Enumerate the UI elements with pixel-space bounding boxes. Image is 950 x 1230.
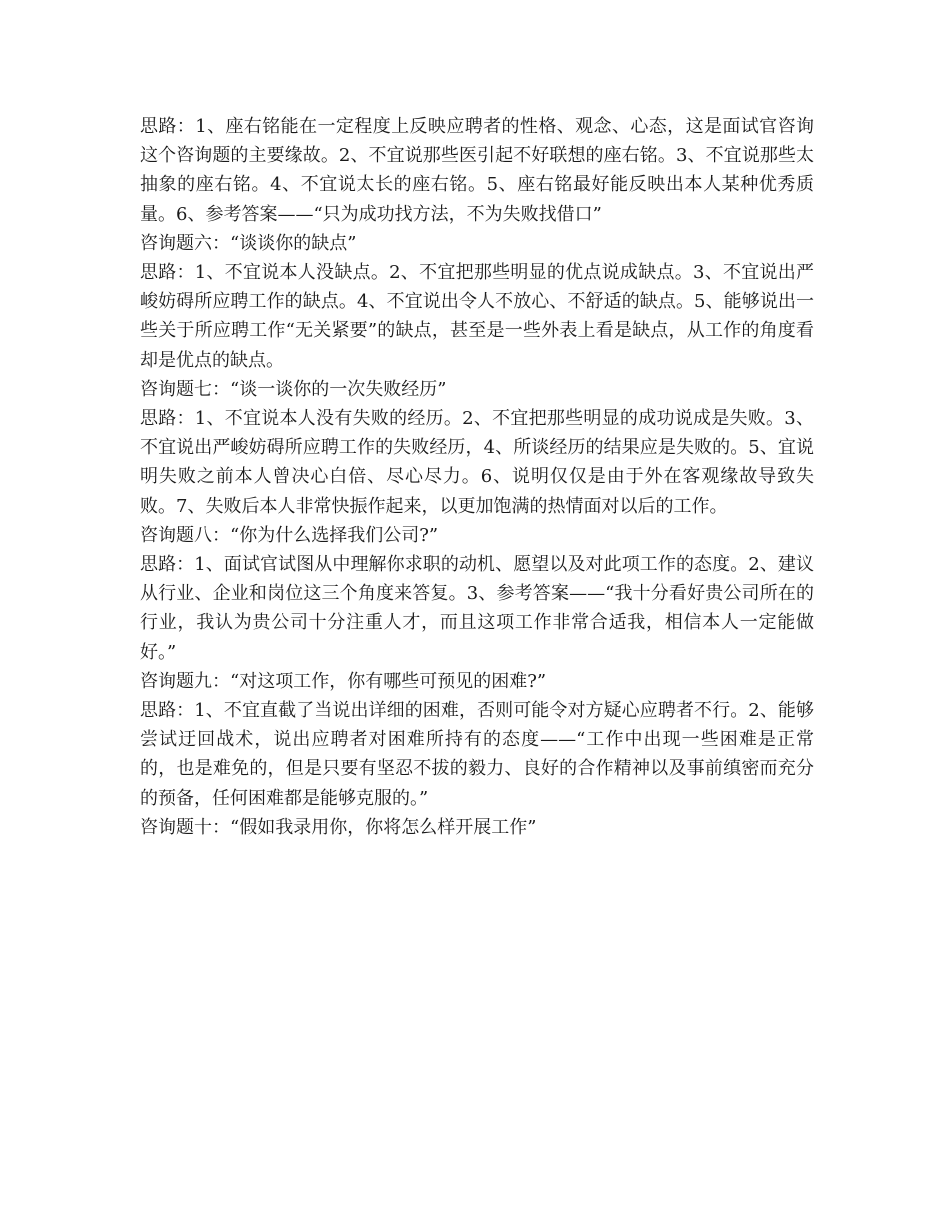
question-heading-8: 咨询题八：“你为什么选择我们公司?”: [140, 524, 439, 546]
question-heading-7: 咨询题七：“谈一谈你的一次失败经历”: [140, 378, 447, 400]
answer-paragraph-motto: 思路：1、座右铭能在一定程度上反映应聘者的性格、观念、心态，这是面试官咨询这个咨询题的主要缘故。2、不宜说那些医引起不好联想的座右铭。3、不宜说那些太抽象的座右铭。4、不宜说太长的座右铭。5、座右铭最好能反映出本人某种优秀质量。6、参考答案——“只为成功找方法，不为失败找借口”: [140, 116, 814, 225]
answer-paragraph-6: 思路：1、不宜说本人没缺点。2、不宜把那些明显的优点说成缺点。3、不宜说出严峻妨碍所应聘工作的缺点。4、不宜说出令人不放心、不舒适的缺点。5、能够说出一些关于所应聘工作“无关紧要”的缺点，甚至是一些外表上看是缺点，从工作的角度看却是优点的缺点。: [140, 262, 814, 371]
question-heading-9: 咨询题九：“对这项工作，你有哪些可预见的困难?”: [140, 670, 547, 692]
answer-paragraph-7: 思路：1、不宜说本人没有失败的经历。2、不宜把那些明显的成功说成是失败。3、不宜说出严峻妨碍所应聘工作的失败经历，4、所谈经历的结果应是失败的。5、宜说明失败之前本人曾决心白倍、尽心尽力。6、说明仅仅是由于外在客观缘故导致失败。7、失败后本人非常快振作起来，以更加饱满的热情面对以后的工作。: [140, 408, 814, 517]
answer-paragraph-9: 思路：1、不宜直截了当说出详细的困难，否则可能令对方疑心应聘者不行。2、能够尝试迂回战术，说出应聘者对困难所持有的态度——“工作中出现一些困难是正常的，也是难免的，但是只要有坚忍不拔的毅力、良好的合作精神以及事前缜密而充分的预备，任何困难都是能够克服的。”: [140, 700, 814, 809]
question-heading-6: 咨询题六：“谈谈你的缺点”: [140, 232, 357, 254]
document-body: [140, 112, 814, 842]
question-heading-10: 咨询题十：“假如我录用你，你将怎么样开展工作”: [140, 816, 537, 838]
answer-paragraph-8: 思路：1、面试官试图从中理解你求职的动机、愿望以及对此项工作的态度。2、建议从行业、企业和岗位这三个角度来答复。3、参考答案——“我十分看好贵公司所在的行业，我认为贵公司十分注重人才，而且这项工作非常合适我，相信本人一定能做好。”: [140, 554, 814, 663]
